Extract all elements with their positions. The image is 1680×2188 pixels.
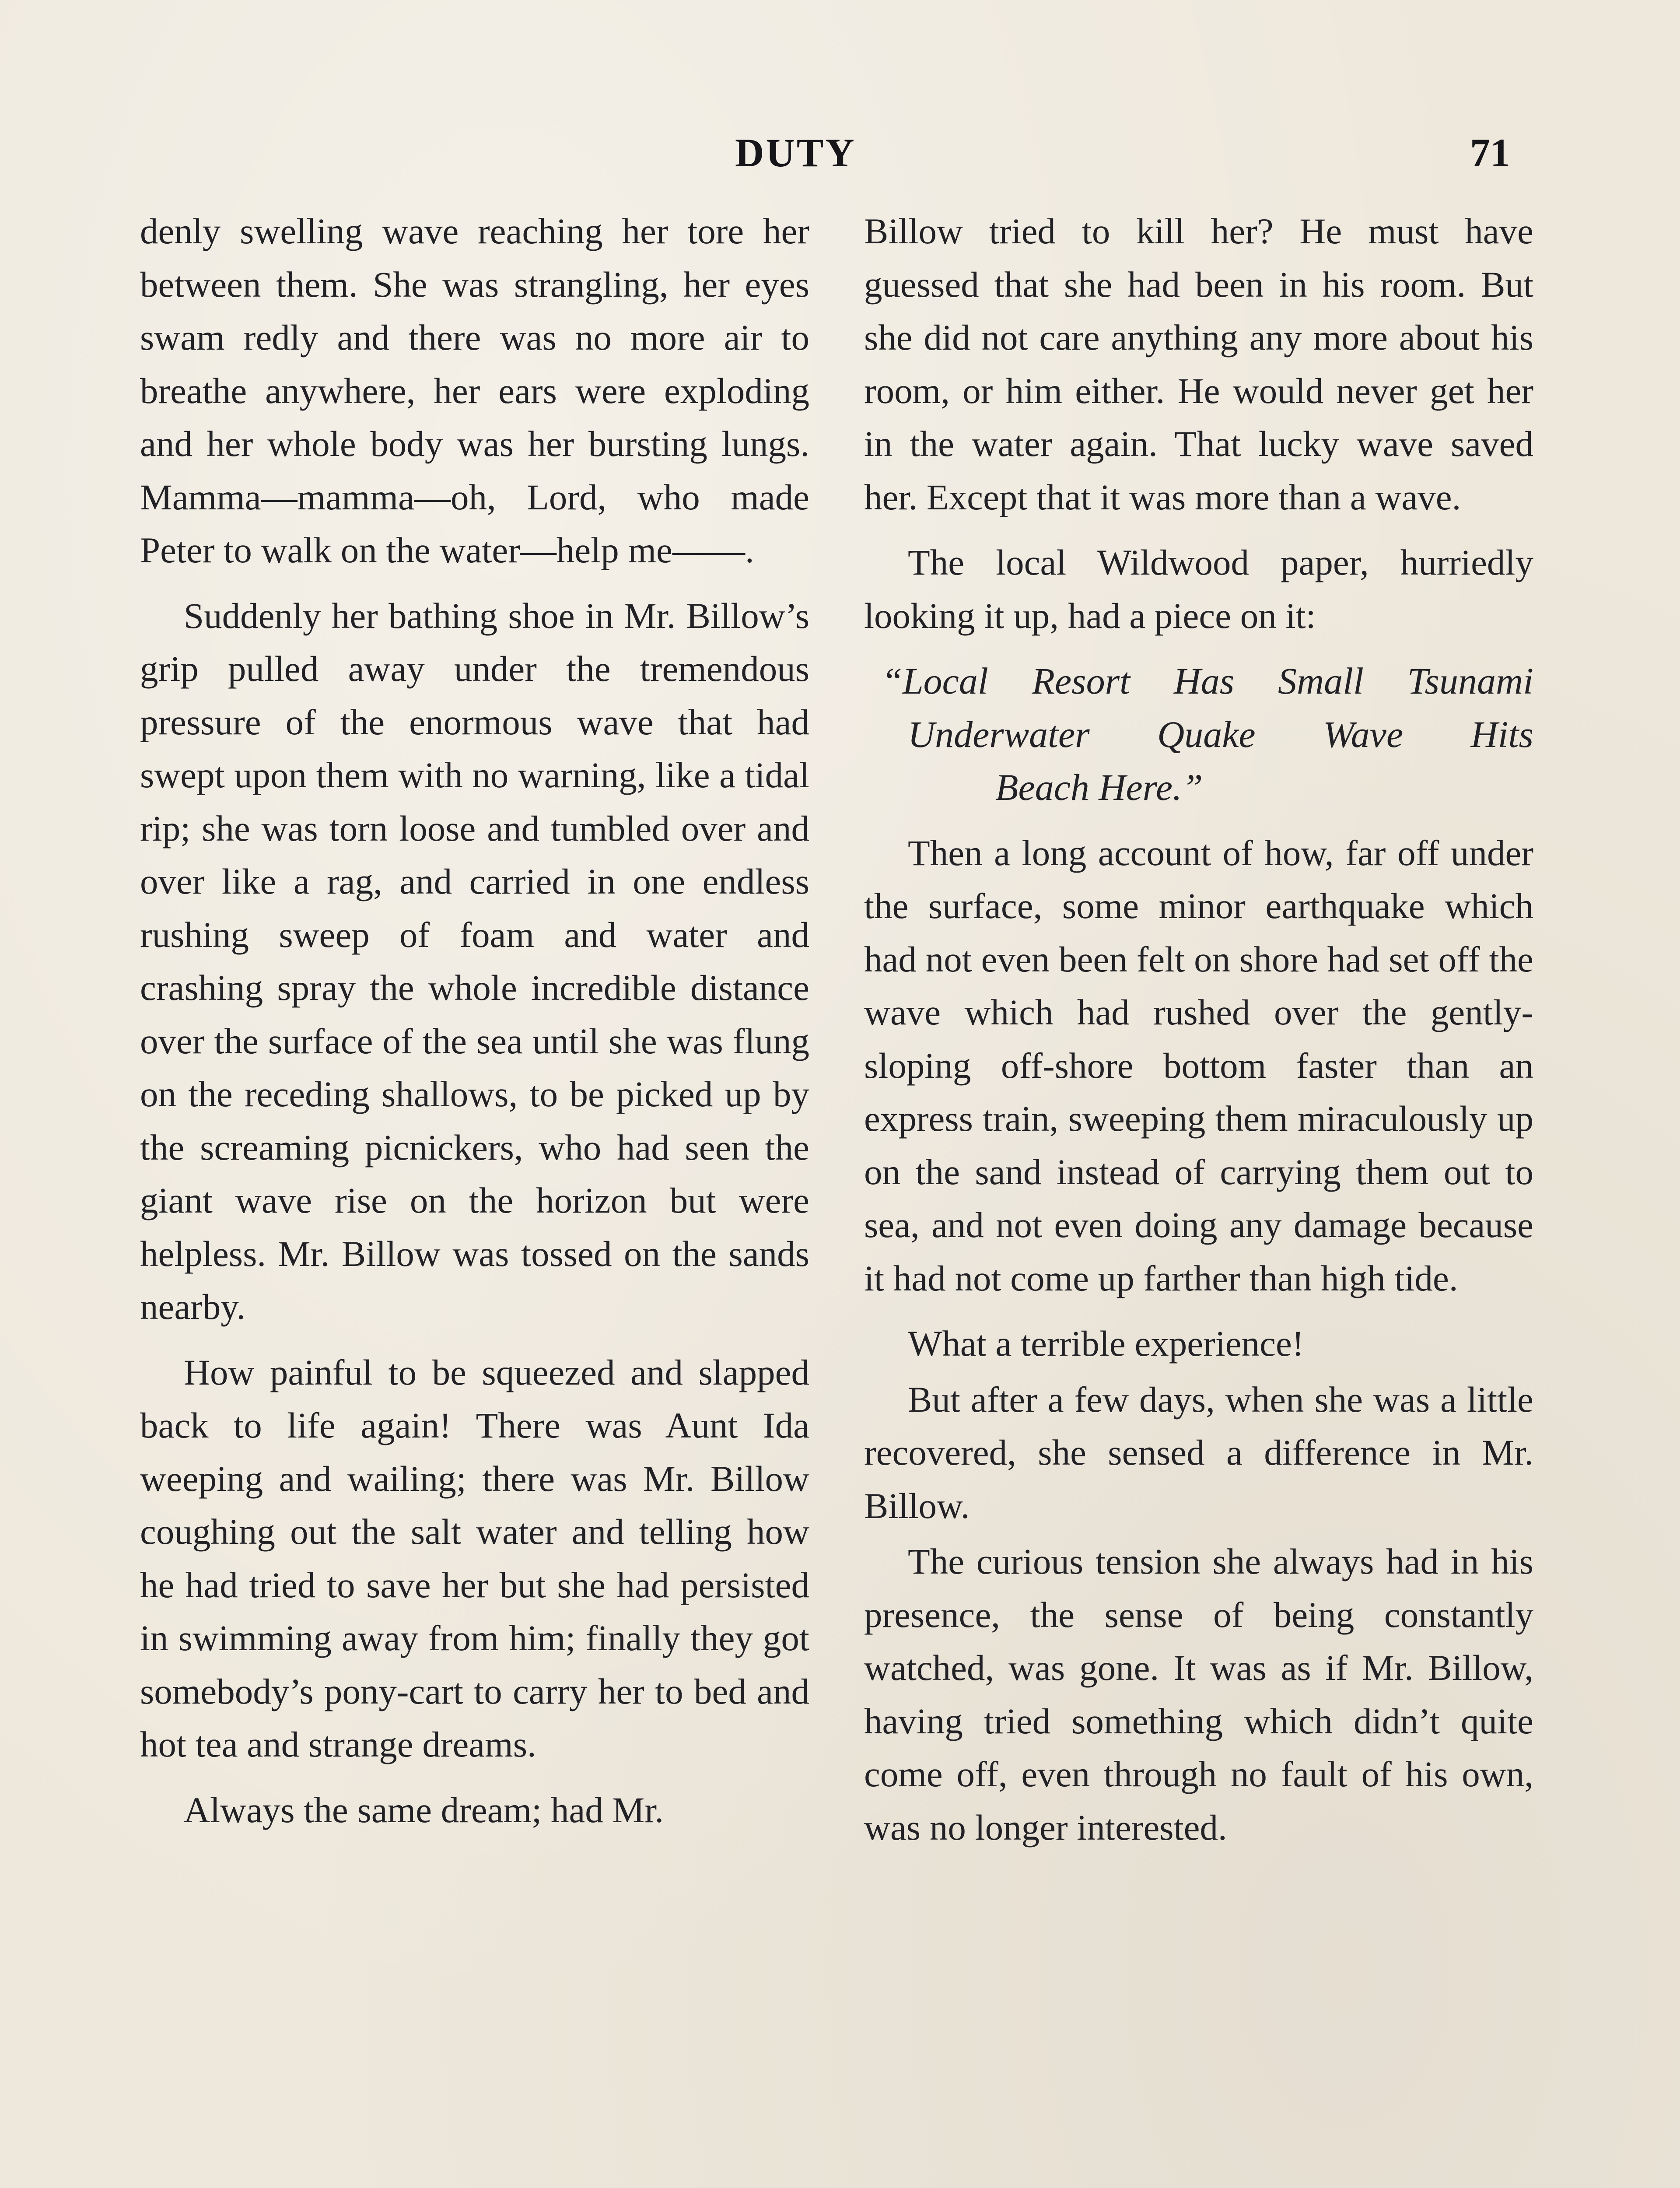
- newspaper-headline: [864, 655, 1533, 814]
- headline-line-1: “Local Resort Has Small Tsunami: [882, 660, 1533, 702]
- running-head: [0, 130, 1680, 182]
- left-paragraph-4: Always the same dream; had Mr.: [184, 1789, 664, 1830]
- left-paragraph-2: Suddenly her bathing shoe in Mr. Billow’s grip pulled away under the tremendous pressure of the enormous wave that had swept upon them with no warning, like a tidal rip; she was torn loose and tumbled over and over like a rag, and carried in one endless rushing sweep of foam and water and crashing spray the whole incredible distance over the surface of the sea until she was flung on the receding shallows, to be picked up by the screaming picnickers, who had seen the giant wave rise on the horizon but were helpless. Mr. Billow was tossed on the sands nearby.: [140, 595, 809, 1327]
- right-paragraph-4: What a terrible experience!: [908, 1323, 1304, 1364]
- right-paragraph-3: Then a long account of how, far off under the surface, some minor earthquake which had not even been felt on shore had set off the wave which had rushed over the gently-sloping off-shore bottom faster than an express train, sweeping them miraculously up on the sand instead of carrying them out to sea, and not even doing any damage because it had not come up farther than high tide.: [864, 832, 1533, 1298]
- right-paragraph-6: The curious tension she always had in his presence, the sense of being constantly watched, was gone. It was as if Mr. Billow, having tried something which didn’t quite come off, even through no fault of his own, was no longer interested.: [864, 1541, 1533, 1848]
- left-column: [140, 205, 809, 1849]
- headline-line-3: Beach Here.”: [995, 766, 1203, 808]
- right-paragraph-2: The local Wildwood paper, hurriedly looking it up, had a piece on it:: [864, 542, 1533, 636]
- right-paragraph-1: Billow tried to kill her? He must have guessed that she had been in his room. But she did not care anything any more about his room, or him either. He would never get her in the water again. That lucky wave saved her. Except that it was more than a wave.: [864, 211, 1533, 517]
- running-title: DUTY: [735, 130, 856, 175]
- right-paragraph-5: But after a few days, when she was a little recovered, she sensed a difference in Mr. Billow.: [864, 1379, 1533, 1526]
- left-paragraph-1: denly swelling wave reaching her tore her between them. She was strangling, her eyes swam redly and there was no more air to breathe anywhere, her ears were exploding and her whole body was her bursting lungs. Mamma—mamma—oh, Lord, who made Peter to walk on the water—help me——.: [140, 211, 809, 570]
- left-paragraph-3: How painful to be squeezed and slapped back to life again! There was Aunt Ida weeping and wailing; there was Mr. Billow coughing out the salt water and telling how he had tried to save her but she had persisted in swimming away from him; finally they got somebody’s pony-cart to carry her to bed and hot tea and strange dreams.: [140, 1352, 809, 1764]
- right-column: [864, 205, 1533, 1866]
- page-number: 71: [1470, 130, 1510, 175]
- headline-line-2: Underwater Quake Wave Hits: [908, 713, 1533, 755]
